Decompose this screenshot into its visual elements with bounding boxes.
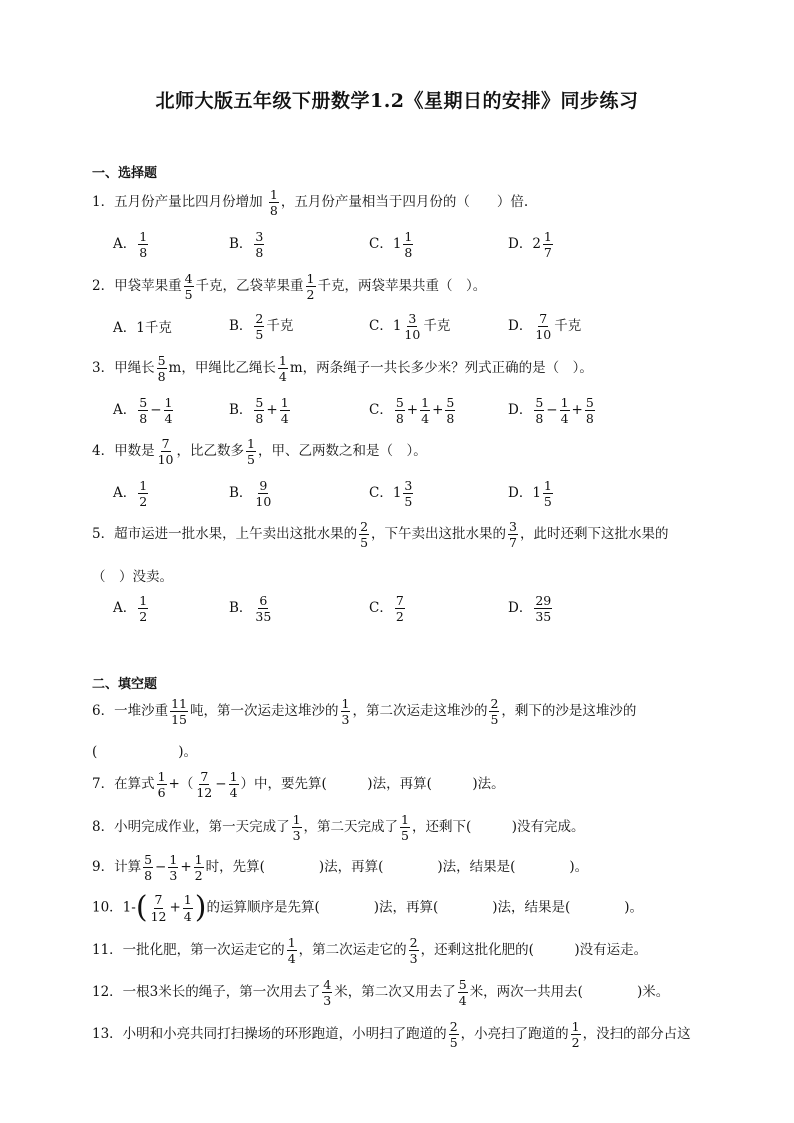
option-a[interactable]: A．1千克	[113, 320, 172, 336]
option-d[interactable]: D．2 $\frac{1}{7}$	[508, 229, 552, 261]
option-b[interactable]: B． $\frac{9}{10}$	[229, 478, 272, 510]
option-c[interactable]: C．1 $\frac{1}{8}$	[369, 229, 413, 261]
option-b[interactable]: B． $\frac{2}{5}$ 千克	[229, 311, 294, 343]
question-8: 8．小明完成作业，第一天完成了 $\frac{1}{3}$ ，第二天完成了 $\frac{1}{5}$ ，还剩下( )没有完成。	[92, 812, 585, 844]
question-6: 6．一堆沙重 $\frac{11}{15}$ 吨，第一次运走这堆沙的 $\frac{1}{3}$ ，第二次运走这堆沙的 $\frac{2}{5}$ ，剩下的沙是这堆沙的	[92, 696, 637, 728]
option-a[interactable]: A． $\frac{1}{2}$	[113, 478, 148, 510]
answer-blank-line[interactable]: ( )。	[92, 744, 198, 760]
question-5-line-2: （ ）没卖。	[92, 569, 173, 585]
question-text: ，五月份产量相当于四月份的（ ）倍.	[280, 194, 529, 211]
option-a[interactable]: A． $\frac{5}{8}$ − $\frac{1}{4}$	[113, 395, 173, 427]
option-c[interactable]: C．1 $\frac{3}{10}$ 千克	[369, 311, 451, 343]
option-a[interactable]: A． $\frac{1}{8}$	[113, 229, 148, 261]
option-b[interactable]: B． $\frac{5}{8}$ + $\frac{1}{4}$	[229, 395, 289, 427]
question-13: 13．小明和小亮共同打扫操场的环形跑道，小明扫了跑道的 $\frac{2}{5}$ ，小亮扫了跑道的 $\frac{1}{2}$ ，没扫的部分占这	[92, 1019, 691, 1051]
option-b[interactable]: B． $\frac{6}{35}$	[229, 593, 272, 625]
section-heading-fill: 二、填空题	[92, 677, 158, 692]
question-text: 1．五月份产量比四月份增加	[92, 194, 267, 211]
question-12: 12．一根3米长的绳子，第一次用去了 $\frac{4}{3}$ 米，第二次又用去了 $\frac{5}{4}$ 米，两次一共用去( )米。	[92, 977, 670, 1009]
question-11: 11．一批化肥，第一次运走它的 $\frac{1}{4}$ ，第二次运走它的 $\frac{2}{3}$ ，还剩这批化肥的( )没有运走。	[92, 935, 648, 967]
option-d[interactable]: D．1 $\frac{1}{5}$	[508, 478, 552, 510]
option-d[interactable]: D． $\frac{7}{10}$ 千克	[508, 311, 582, 343]
page-title: 北师大版五年级下册数学1.2《星期日的安排》同步练习	[155, 90, 639, 112]
question-7: 7．在算式 $\frac{1}{6}$ +（ $\frac{7}{12}$ − $\frac{1}{4}$ ）中，要先算( )法，再算( )法。	[92, 769, 505, 801]
option-a[interactable]: A． $\frac{1}{2}$	[113, 593, 148, 625]
question-10: 10．1-( $\frac{7}{12}$ + $\frac{1}{4}$ )的运算顺序是先算( )法，再算( )法，结果是( )。	[92, 890, 644, 925]
option-c[interactable]: C． $\frac{7}{2}$	[369, 593, 404, 625]
option-b[interactable]: B． $\frac{3}{8}$	[229, 229, 264, 261]
section-heading-choice: 一、选择题	[92, 166, 158, 181]
option-d[interactable]: D． $\frac{5}{8}$ − $\frac{1}{4}$ + $\frac{5}{8}$	[508, 395, 594, 427]
option-c[interactable]: C． $\frac{5}{8}$ + $\frac{1}{4}$ + $\frac{5}{8}$	[369, 395, 455, 427]
option-c[interactable]: C．1 $\frac{3}{5}$	[369, 478, 413, 510]
question-3: 3．甲绳长 $\frac{5}{8}$ m，甲绳比乙绳长 $\frac{1}{4}$ m，两条绳子一共长多少米？列式正确的是（ ）。	[92, 353, 593, 385]
option-d[interactable]: D． $\frac{29}{35}$	[508, 593, 552, 625]
question-4: 4．甲数是 $\frac{7}{10}$ ，比乙数多 $\frac{1}{5}$ ，甲、乙两数之和是（ ）。	[92, 436, 427, 468]
question-1	[92, 188, 528, 217]
question-2: 2．甲袋苹果重 $\frac{4}{5}$ 千克，乙袋苹果重 $\frac{1}{2}$ 千克，两袋苹果共重（ ）。	[92, 271, 487, 303]
question-5: 5．超市运进一批水果，上午卖出这批水果的 $\frac{2}{5}$ ，下午卖出这批水果的 $\frac{3}{7}$ ，此时还剩下这批水果的	[92, 519, 669, 551]
question-9: 9．计算 $\frac{5}{8}$ − $\frac{1}{3}$ + $\frac{1}{2}$ 时，先算( )法，再算( )法，结果是( )。	[92, 852, 589, 884]
fraction: $\frac{1}{8}$	[269, 187, 278, 219]
